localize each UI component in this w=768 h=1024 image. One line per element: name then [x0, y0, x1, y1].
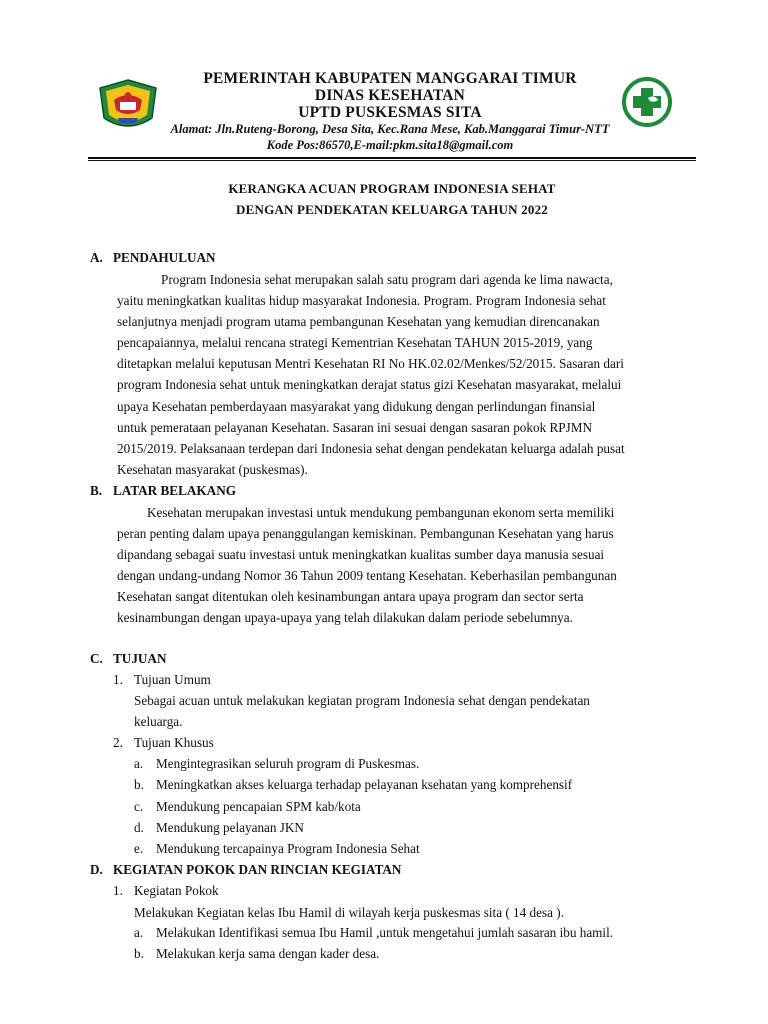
section-letter: D.	[90, 862, 103, 877]
list-item: e. Mendukung tercapainya Program Indonesia Sehat	[134, 841, 420, 856]
letterhead-agency: DINAS KESEHATAN	[314, 87, 466, 104]
paragraph-line: Kesehatan sangat ditentukan oleh kesinambungan antara upaya program dan sector serta	[117, 589, 584, 605]
list-item: a. Mengintegrasikan seluruh program di Puskesmas.	[134, 756, 420, 771]
list-item: b. Melakukan kerja sama dengan kader desa.	[134, 946, 380, 961]
paragraph-line: Kesehatan masyarakat (puskesmas).	[117, 461, 308, 477]
section-b-heading	[90, 481, 236, 501]
list-item: a. Melakukan Identifikasi semua Ibu Hamil ,untuk mengetahui jumlah sasaran ibu hamil.	[134, 925, 614, 940]
list-item: b. Meningkatkan akses keluarga terhadap pelayanan ksehatan yang komprehensif	[134, 777, 573, 792]
paragraph-line: 2015/2019. Pelaksanaan terdepan dari Indonesia sehat dengan pendekatan keluarga adalah pusat	[117, 440, 625, 456]
section-title: TUJUAN	[113, 651, 167, 666]
paragraph-line: pencapaiannya, melalui rencana strategi Kementrian Kesehatan TAHUN 2015-2019, yang	[117, 335, 593, 351]
list-item: d. Mendukung pelayanan JKN	[134, 820, 304, 835]
paragraph-line: Kesehatan merupakan investasi untuk mendukung pembangunan ekonom serta memiliki	[147, 505, 615, 520]
section-b-paragraph	[117, 502, 697, 629]
section-c-heading	[90, 649, 166, 669]
letterhead-unit: UPTD PUSKESMAS SITA	[298, 104, 482, 121]
document-title	[100, 178, 684, 220]
section-letter: C.	[90, 651, 103, 666]
section-a-paragraph	[117, 269, 697, 480]
paragraph-line: keluarga.	[134, 714, 183, 730]
paragraph-line: program Indonesia sehat untuk meningkatkan derajat status gizi Kesehatan masyarakat, melalui	[117, 377, 622, 393]
section-title: KEGIATAN POKOK DAN RINCIAN KEGIATAN	[113, 862, 402, 877]
main-activity-label: 1. Kegiatan Pokok	[113, 883, 219, 898]
paragraph-line: Program Indonesia sehat merupakan salah satu program dari agenda ke lima nawacta,	[161, 272, 613, 287]
letterhead	[120, 70, 660, 153]
paragraph-line: upaya Kesehatan pemberdayaan masyarakat yang didukung dengan perlindungan finansial	[117, 398, 596, 414]
paragraph-line: selanjutnya menjadi program utama pembangunan Kesehatan yang kemudian direncanakan	[117, 314, 600, 330]
objective-specific-label: 2. Tujuan Khusus	[113, 735, 214, 750]
paragraph-line: dengan undang-undang Nomor 36 Tahun 2009 tentang Kesehatan. Keberhasilan pembangunan	[117, 568, 617, 584]
title-line-2: DENGAN PENDEKATAN KELUARGA TAHUN 2022	[236, 202, 548, 217]
paragraph-line: yaitu meningkatkan kualitas hidup masyarakat Indonesia. Program. Program Indonesia sehat	[117, 293, 606, 309]
letterhead-address: Alamat: Jln.Ruteng-Borong, Desa Sita, Kec.Rana Mese, Kab.Manggarai Timur-NTT	[170, 122, 610, 136]
paragraph-line: Sebagai acuan untuk melakukan kegiatan program Indonesia sehat dengan pendekatan	[134, 693, 590, 708]
section-title: PENDAHULUAN	[113, 250, 216, 265]
paragraph-line: dipandang sebagai suatu investasi untuk meningkatkan kualitas sumber daya manusia sesuai	[117, 547, 605, 563]
letterhead-contact: Kode Pos:86570,E-mail:pkm.sita18@gmail.com	[266, 138, 514, 152]
objective-general-text	[134, 690, 697, 732]
paragraph-line: untuk pemerataan pelayanan Kesehatan. Sasaran ini sesuai dengan sasaran pokok RPJMN	[117, 419, 592, 435]
title-line-1: KERANGKA ACUAN PROGRAM INDONESIA SEHAT	[228, 181, 556, 196]
letterhead-divider-thin	[88, 160, 696, 161]
objective-general-label: 1. Tujuan Umum	[113, 672, 211, 687]
section-letter: A.	[90, 250, 103, 265]
letterhead-divider	[88, 157, 696, 159]
letterhead-government: PEMERINTAH KABUPATEN MANGGARAI TIMUR	[203, 70, 577, 87]
section-a-heading	[90, 248, 216, 268]
paragraph-line: kesinambungan dengan upaya-upaya yang telah dilakukan dalam periode sebelumnya.	[117, 610, 573, 626]
puskesmas-cross-logo	[621, 76, 673, 128]
list-item: c. Mendukung pencapaian SPM kab/kota	[134, 799, 361, 814]
main-activity-intro: Melakukan Kegiatan kelas Ibu Hamil di wilayah kerja puskesmas sita ( 14 desa ).	[134, 905, 564, 920]
section-d-heading	[90, 860, 401, 880]
section-title: LATAR BELAKANG	[113, 483, 236, 498]
paragraph-line: peran penting dalam upaya penanggulangan kemiskinan. Pembangunan Kesehatan yang harus	[117, 526, 614, 542]
section-letter: B.	[90, 483, 103, 498]
paragraph-line: ditetapkan melalui keputusan Mentri Kesehatan RI No HK.02.02/Menkes/52/2015. Sasaran dari	[117, 356, 624, 372]
